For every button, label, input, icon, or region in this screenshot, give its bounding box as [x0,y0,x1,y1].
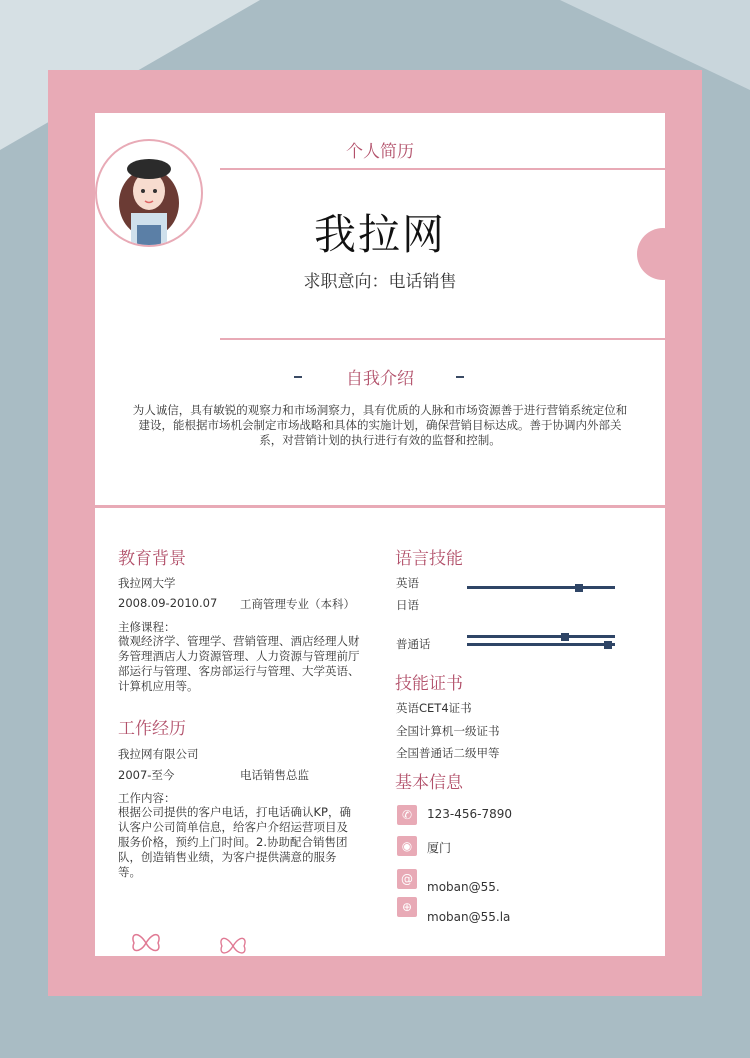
location-icon: ◉ [397,836,417,856]
candidate-name: 我拉网 [313,210,446,259]
work-content-text: 根据公司提供的客户电话，打电话确认KP，确认客户公司简单信息，给客户介绍运营项目及服务价格，预约上门时间。2.协助配合销售团队，创造销售业绩，为客户提供满意的服务等。 [118,805,351,879]
work-content-label: 工作内容： [118,791,176,805]
language-label-mandarin: 普通话 [396,637,431,651]
butterfly-icon [218,934,248,958]
skill-knob-mandarin [561,633,569,641]
courses-text: 微观经济学、管理学、营销管理、酒店经理人财务管理酒店人力资源管理、人力资源与管理前厅部运行与管理、客房部运行与管理、大学英语、计算机应用等。 [118,634,360,693]
certificate-item: 英语CET4证书 [396,701,472,715]
language-label-japanese: 日语 [396,598,419,612]
education-title: 教育背景 [118,549,186,569]
intro-text: 为人诚信，具有敏锐的观察力和市场洞察力，具有优质的人脉和市场资源善于进行营销系统定位和建设，能根据市场机会制定市场战略和具体的实施计划，确保营销目标达成。善于协调内外部关系，对营销计划的执行进行有效的监督和控制。 [132,403,628,447]
email-value: moban@55. [427,880,500,894]
company-name: 我拉网有限公司 [118,747,199,761]
skill-bar-mandarin [467,635,615,638]
phone-value: 123-456-7890 [427,807,513,821]
school-name: 我拉网大学 [118,576,176,590]
language-label-english: 英语 [396,576,419,590]
education-major: 工商管理专业（本科） [240,597,355,611]
education-period: 2008.09-2010.07 [118,596,218,610]
certificates-title: 技能证书 [395,674,463,694]
avatar [95,139,203,247]
intro-title: 自我介绍 [346,369,414,389]
header-divider [220,338,665,340]
skill-knob-extra [604,641,612,649]
title-divider [220,168,665,170]
skill-bar-extra [467,643,615,646]
butterfly-icon [130,930,162,956]
basic-info-title: 基本信息 [395,773,463,793]
work-title: 工作经历 [118,719,186,739]
phone-icon: ✆ [397,805,417,825]
page-tab [637,228,689,280]
website-value: moban@55.la [427,910,511,924]
intro-dash-right [456,376,464,378]
certificate-item: 全国计算机一级证书 [396,724,500,738]
work-period: 2007-至今 [118,768,175,782]
work-position: 电话销售总监 [240,768,309,782]
website-icon: ⊕ [397,897,417,917]
email-icon: @ [397,869,417,889]
location-value: 厦门 [427,841,452,855]
courses-label: 主修课程： [118,620,176,634]
languages-title: 语言技能 [395,549,463,569]
document-title: 个人简历 [346,142,414,162]
skill-knob-english [575,584,583,592]
job-objective: 求职意向：电话销售 [303,272,457,292]
intro-dash-left [294,376,302,378]
skill-bar-english [467,586,615,589]
certificate-item: 全国普通话二级甲等 [396,746,500,760]
